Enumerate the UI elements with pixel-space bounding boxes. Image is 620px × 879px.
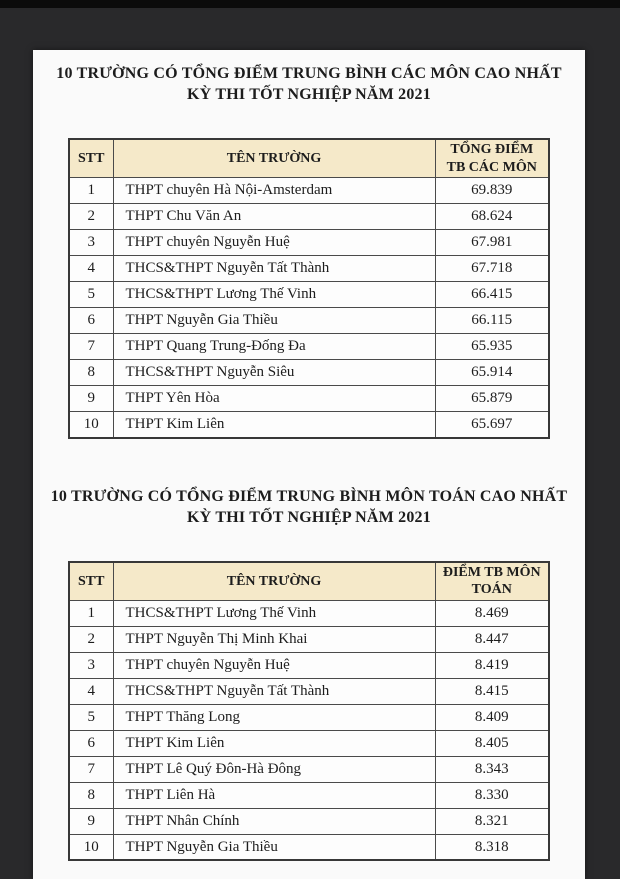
school-name-cell: THCS&THPT Nguyễn Tất Thành — [113, 256, 435, 282]
table-row — [69, 834, 549, 860]
title-line: 10 TRƯỜNG CÓ TỔNG ĐIỂM TRUNG BÌNH CÁC MÔN CAO NHẤT — [56, 65, 562, 82]
row-number-cell: 10 — [69, 412, 113, 438]
table-row — [69, 230, 549, 256]
row-number-cell: 8 — [69, 360, 113, 386]
column-header-school-name: TÊN TRƯỜNG — [113, 562, 435, 601]
table-row — [69, 282, 549, 308]
score-cell: 69.839 — [435, 178, 549, 204]
row-number-cell: 4 — [69, 256, 113, 282]
column-header-stt: STT — [69, 139, 113, 178]
score-cell: 8.330 — [435, 782, 549, 808]
score-cell: 8.409 — [435, 704, 549, 730]
score-cell: 67.981 — [435, 230, 549, 256]
score-cell: 8.469 — [435, 600, 549, 626]
score-cell: 8.419 — [435, 652, 549, 678]
top-black-strip — [0, 0, 620, 8]
ranking-table-all-subjects — [68, 138, 550, 439]
title-line: KỲ THI TỐT NGHIỆP NĂM 2021 — [187, 86, 431, 104]
table-row — [69, 626, 549, 652]
school-name-cell: THPT chuyên Hà Nội-Amsterdam — [113, 178, 435, 204]
row-number-cell: 6 — [69, 730, 113, 756]
score-cell: 65.935 — [435, 334, 549, 360]
row-number-cell: 4 — [69, 678, 113, 704]
school-name-cell: THPT Yên Hòa — [113, 386, 435, 412]
row-number-cell: 3 — [69, 230, 113, 256]
table-row — [69, 204, 549, 230]
score-cell: 8.318 — [435, 834, 549, 860]
school-name-cell: THPT chuyên Nguyễn Huệ — [113, 230, 435, 256]
score-cell: 8.447 — [435, 626, 549, 652]
score-cell: 65.879 — [435, 386, 549, 412]
school-name-cell: THPT Quang Trung-Đống Đa — [113, 334, 435, 360]
row-number-cell: 10 — [69, 834, 113, 860]
ranking-table-math — [68, 561, 550, 862]
table-header-row — [69, 139, 549, 178]
table-row — [69, 756, 549, 782]
table-row — [69, 308, 549, 334]
school-name-cell: THPT Nguyễn Gia Thiều — [113, 834, 435, 860]
score-cell: 65.914 — [435, 360, 549, 386]
row-number-cell: 2 — [69, 204, 113, 230]
school-name-cell: THPT Nguyễn Gia Thiều — [113, 308, 435, 334]
school-name-cell: THCS&THPT Nguyễn Siêu — [113, 360, 435, 386]
title-line: KỲ THI TỐT NGHIỆP NĂM 2021 — [187, 508, 431, 526]
score-cell: 8.321 — [435, 808, 549, 834]
table-row — [69, 360, 549, 386]
school-name-cell: THPT Nhân Chính — [113, 808, 435, 834]
school-name-cell: THCS&THPT Nguyễn Tất Thành — [113, 678, 435, 704]
table-row — [69, 386, 549, 412]
score-cell: 66.115 — [435, 308, 549, 334]
score-cell: 67.718 — [435, 256, 549, 282]
table-row — [69, 412, 549, 438]
title-line: 10 TRƯỜNG CÓ TỔNG ĐIỂM TRUNG BÌNH MÔN TOÁN CAO NHẤT — [50, 487, 568, 505]
row-number-cell: 1 — [69, 600, 113, 626]
school-name-cell: THPT Thăng Long — [113, 704, 435, 730]
table-row — [69, 782, 549, 808]
score-cell: 8.343 — [435, 756, 549, 782]
table-row — [69, 178, 549, 204]
school-name-cell: THPT chuyên Nguyễn Huệ — [113, 652, 435, 678]
column-header-math-score: ĐIỂM TB MÔN TOÁN — [435, 562, 549, 601]
school-name-cell: THCS&THPT Lương Thế Vinh — [113, 282, 435, 308]
row-number-cell: 3 — [69, 652, 113, 678]
column-header-school-name: TÊN TRƯỜNG — [113, 139, 435, 178]
school-name-cell: THPT Lê Quý Đôn-Hà Đông — [113, 756, 435, 782]
school-name-cell: THPT Chu Văn An — [113, 204, 435, 230]
document-page — [33, 50, 585, 879]
table-row — [69, 704, 549, 730]
table-row — [69, 256, 549, 282]
table-row — [69, 652, 549, 678]
column-header-total-score: TỔNG ĐIỂM TB CÁC MÔN — [435, 139, 549, 178]
ranking-title-math — [33, 486, 585, 528]
table-row — [69, 808, 549, 834]
row-number-cell: 5 — [69, 704, 113, 730]
score-cell: 66.415 — [435, 282, 549, 308]
row-number-cell: 9 — [69, 386, 113, 412]
column-header-stt: STT — [69, 562, 113, 601]
score-cell: 68.624 — [435, 204, 549, 230]
row-number-cell: 9 — [69, 808, 113, 834]
table-row — [69, 334, 549, 360]
school-name-cell: THPT Liên Hà — [113, 782, 435, 808]
school-name-cell: THCS&THPT Lương Thế Vinh — [113, 600, 435, 626]
table-header-row — [69, 562, 549, 601]
row-number-cell: 5 — [69, 282, 113, 308]
row-number-cell: 6 — [69, 308, 113, 334]
score-cell: 8.405 — [435, 730, 549, 756]
row-number-cell: 7 — [69, 334, 113, 360]
school-name-cell: THPT Kim Liên — [113, 412, 435, 438]
score-cell: 65.697 — [435, 412, 549, 438]
row-number-cell: 2 — [69, 626, 113, 652]
school-name-cell: THPT Kim Liên — [113, 730, 435, 756]
row-number-cell: 7 — [69, 756, 113, 782]
table-row — [69, 600, 549, 626]
school-name-cell: THPT Nguyễn Thị Minh Khai — [113, 626, 435, 652]
table-row — [69, 730, 549, 756]
table-row — [69, 678, 549, 704]
row-number-cell: 8 — [69, 782, 113, 808]
row-number-cell: 1 — [69, 178, 113, 204]
ranking-title-all-subjects — [33, 63, 585, 105]
score-cell: 8.415 — [435, 678, 549, 704]
